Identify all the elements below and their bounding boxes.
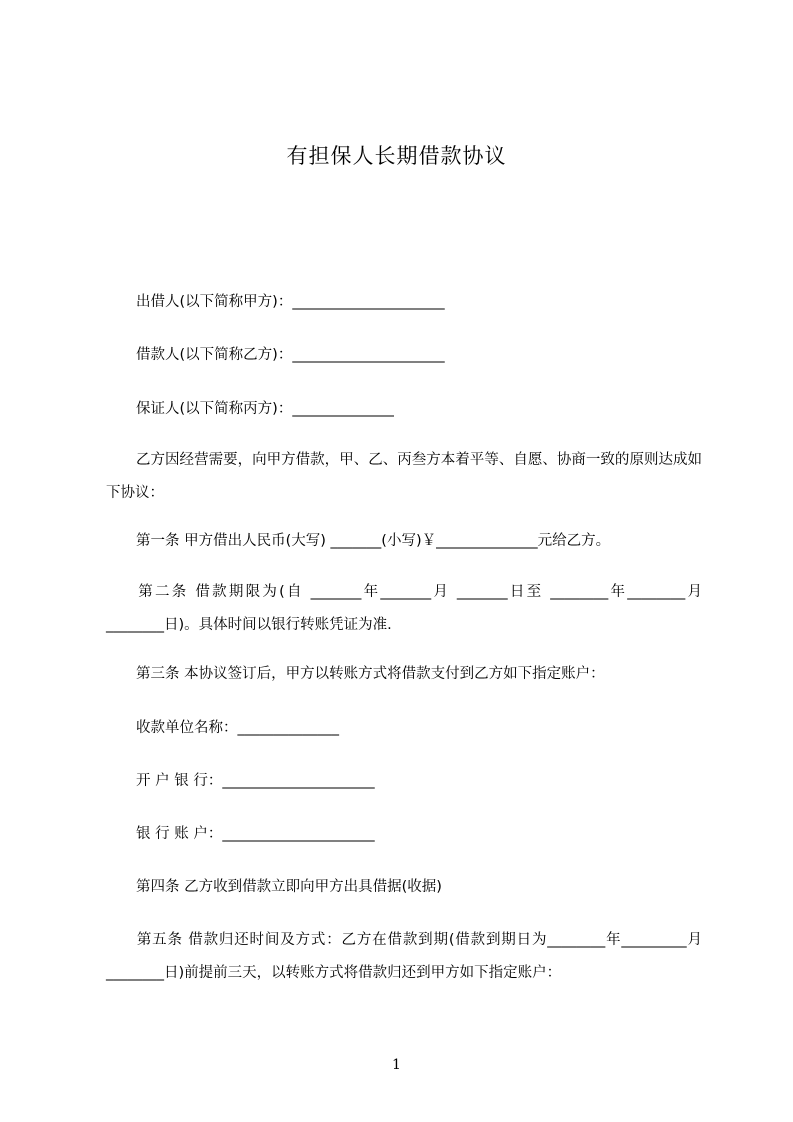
article-1: 第一条 甲方借出人民币(大写) _______(小写)￥______________元给乙方。 xyxy=(136,533,611,549)
article-2-paragraph xyxy=(106,576,702,642)
account-number-line: 银 行 账 户：_____________________ xyxy=(136,826,375,842)
article-5-paragraph xyxy=(106,924,702,990)
lender-line: 出借人(以下简称甲方)：_____________________ xyxy=(136,294,445,310)
preamble-paragraph xyxy=(106,444,702,510)
page-number: 1 xyxy=(392,1057,401,1073)
preamble-text: 乙方因经营需要，向甲方借款，甲、乙、丙叁方本着平等、自愿、协商一致的原则达成如下协议： xyxy=(106,452,702,501)
article-2: 第二条 借款期限为(自 _______年_______月 _______日至 ________年________月________日)。具体时间以银行转账凭证为准. xyxy=(106,584,702,633)
guarantor-line: 保证人(以下简称丙方)：______________ xyxy=(136,401,394,417)
document-title: 有担保人长期借款协议 xyxy=(286,144,507,168)
borrower-line: 借款人(以下简称乙方)：_____________________ xyxy=(136,347,445,363)
article-3: 第三条 本协议签订后，甲方以转账方式将借款支付到乙方如下指定账户： xyxy=(136,666,605,682)
article-4: 第四条 乙方收到借款立即向甲方出具借据(收据) xyxy=(136,879,442,895)
bank-line: 开 户 银 行：_____________________ xyxy=(136,773,375,789)
payee-name-line: 收款单位名称：______________ xyxy=(136,720,339,736)
article-5: 第五条 借款归还时间及方式：乙方在借款到期(借款到期日为________年_________月________日)前提前三天，以转账方式将借款归还到甲方如下指定账户： xyxy=(106,932,702,981)
